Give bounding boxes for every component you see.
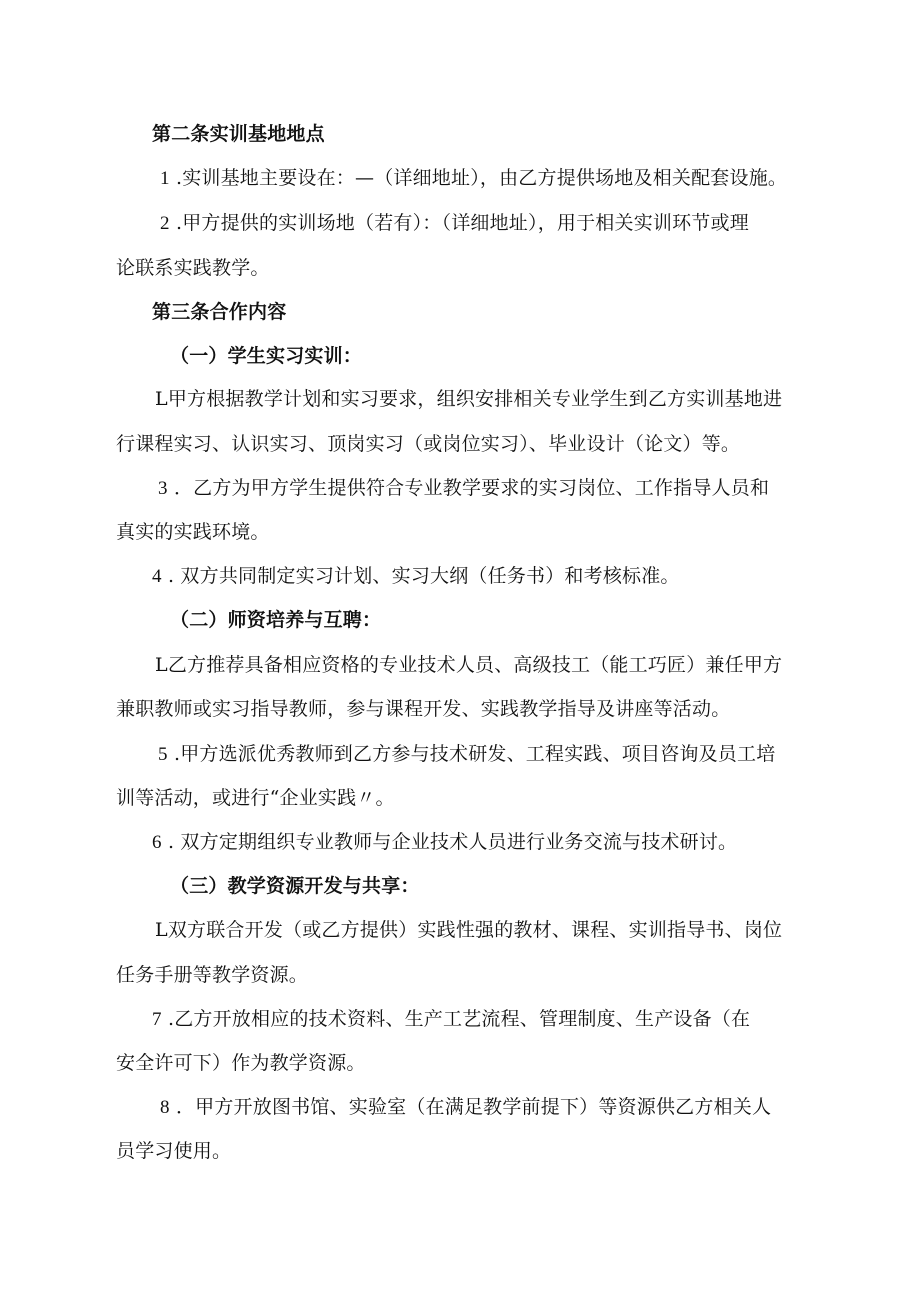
subsection-1-item-3-continuation: 真实的实践环境。 [116, 521, 270, 543]
item-number: 6 [152, 832, 162, 853]
item-number: 2 [160, 213, 170, 234]
subsection-3-item-8 [160, 1093, 771, 1122]
subsection-2-item-1-continuation: 兼职教师或实习指导教师，参与课程开发、实践教学指导及讲座等活动。 [116, 698, 731, 720]
item-text: . 双方定期组织专业教师与企业技术人员进行业务交流与技术研讨。 [167, 831, 738, 853]
subsection-1-item-1-continuation: 行课程实习、认识实习、顶岗实习（或岗位实习）、毕业设计（论文）等。 [116, 433, 741, 455]
article-2-item-2-continuation: 论联系实践教学。 [116, 257, 270, 279]
subsection-1-item-3 [158, 474, 769, 503]
item-number: 3 [158, 478, 168, 499]
subsection-3-item-7 [152, 1005, 750, 1034]
item-text: ．甲方开放图书馆、实验室（在满足教学前提下）等资源供乙方相关人 [175, 1096, 772, 1118]
subsection-1-item-1: L甲方根据教学计划和实习要求，组织安排相关专业学生到乙方实训基地进 [155, 388, 783, 410]
item-number: 7 [152, 1009, 162, 1030]
subsection-2-item-1: L乙方推荐具备相应资格的专业技术人员、高级技工（能工巧匠）兼任甲方 [155, 654, 783, 676]
item-text: .乙方开放相应的技术资料、生产工艺流程、管理制度、生产设备（在 [167, 1008, 751, 1030]
item-number: 4 [152, 566, 162, 587]
subsection-2-item-5-continuation: 训等活动，或进行“企业实践〃。 [116, 787, 395, 809]
subsection-3-title: （三）教学资源开发与共享： [170, 875, 420, 897]
subsection-2-title: （二）师资培养与互聘： [170, 609, 382, 631]
article-2-item-1 [160, 164, 787, 193]
subsection-1-title: （一）学生实习实训： [170, 345, 363, 367]
subsection-3-item-1-continuation: 任务手册等教学资源。 [116, 964, 309, 986]
item-number: 1 [160, 168, 170, 189]
subsection-3-item-8-continuation: 员学习使用。 [116, 1140, 232, 1162]
subsection-3-item-7-continuation: 安全许可下）作为教学资源。 [116, 1052, 366, 1074]
subsection-3-item-1: L双方联合开发（或乙方提供）实践性强的教材、课程、实训指导书、岗位 [155, 919, 783, 941]
subsection-2-item-6 [152, 828, 737, 857]
item-text: .实训基地主要设在：—（详细地址），由乙方提供场地及相关配套设施。 [175, 167, 788, 189]
item-text: ．乙方为甲方学生提供符合专业教学要求的实习岗位、工作指导人员和 [173, 477, 770, 499]
item-text: .甲方选派优秀教师到乙方参与技术研发、工程实践、项目咨询及员工培 [173, 743, 776, 765]
item-number: 5 [158, 744, 168, 765]
article-2-item-2 [160, 209, 749, 238]
subsection-2-item-5 [158, 740, 775, 769]
item-number: 8 [160, 1097, 170, 1118]
article-2-title: 第二条实训基地地点 [152, 123, 325, 145]
item-text: .甲方提供的实训场地（若有）：（详细地址），用于相关实训环节或理 [175, 212, 749, 234]
subsection-1-item-4 [152, 562, 680, 591]
article-3-title: 第三条合作内容 [152, 301, 287, 323]
item-text: . 双方共同制定实习计划、实习大纲（任务书）和考核标准。 [167, 565, 680, 587]
